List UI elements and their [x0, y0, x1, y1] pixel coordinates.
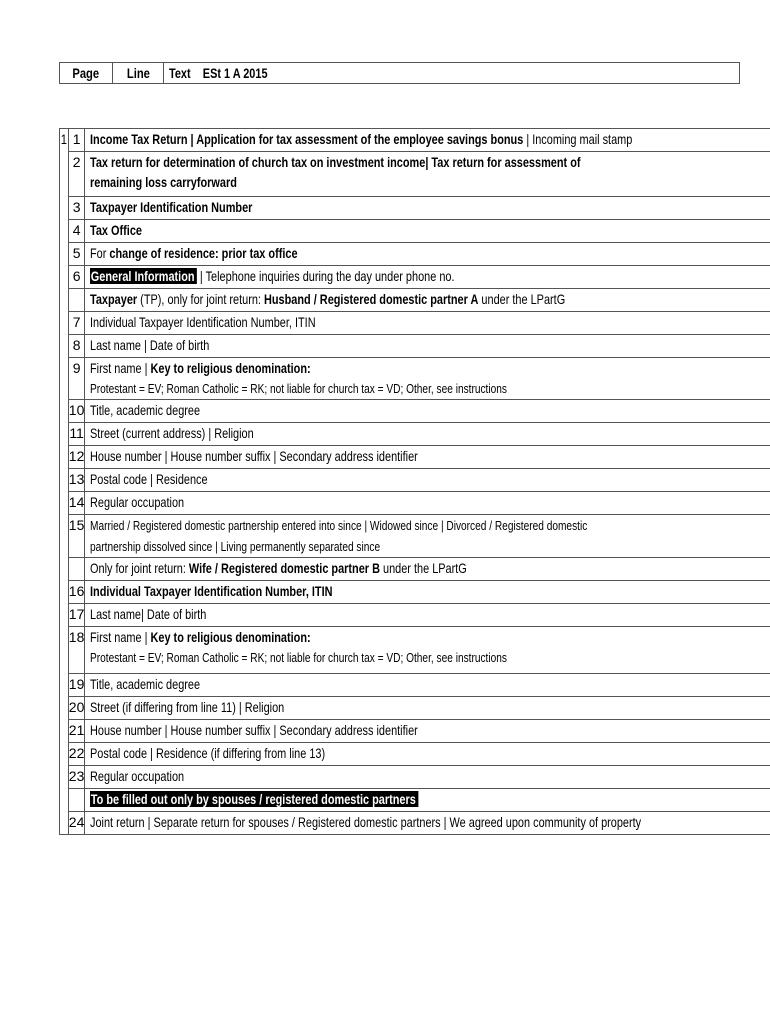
line-number: 4: [68, 220, 85, 243]
table-row: [60, 423, 770, 446]
line-number: [68, 558, 85, 581]
table-row: [60, 446, 770, 469]
table-row: [60, 312, 770, 335]
line-text: Regular occupation: [85, 766, 770, 789]
line-number: 20: [68, 697, 85, 720]
table-row: [60, 743, 770, 766]
table-row: [60, 697, 770, 720]
table-row: [60, 358, 770, 400]
line-text: First name | Key to religious denomination: Protestant = EV; Roman Catholic = RK; not liable for church tax = VD; Other, see instructions: [85, 627, 770, 674]
line-number: 19: [68, 674, 85, 697]
line-text: General Information | Telephone inquiries during the day under phone no.: [85, 266, 770, 289]
table-row: [60, 515, 770, 558]
line-text: First name | Key to religious denomination: Protestant = EV; Roman Catholic = RK; not liable for church tax = VD; Other, see instructions: [85, 358, 770, 400]
table-row: [60, 400, 770, 423]
form-lines-table: [59, 128, 770, 835]
table-row: [60, 581, 770, 604]
line-text: Individual Taxpayer Identification Number, ITIN: [85, 581, 770, 604]
line-number: 13: [68, 469, 85, 492]
line-number: 17: [68, 604, 85, 627]
table-row: [60, 220, 770, 243]
line-number: [68, 289, 85, 312]
table-row: [60, 289, 770, 312]
header-line: Line: [113, 63, 164, 84]
table-row: [60, 604, 770, 627]
header-page: Page: [60, 63, 113, 84]
line-number: 22: [68, 743, 85, 766]
line-text: Individual Taxpayer Identification Number, ITIN: [85, 312, 770, 335]
line-number: 18: [68, 627, 85, 674]
line-text: House number | House number suffix | Secondary address identifier: [85, 446, 770, 469]
section-heading-highlight: General Information: [90, 268, 197, 284]
table-row: [60, 197, 770, 220]
line-text: Title, academic degree: [85, 400, 770, 423]
line-number: 21: [68, 720, 85, 743]
line-number: 14: [68, 492, 85, 515]
line-number: 6: [68, 266, 85, 289]
table-row: [60, 152, 770, 197]
table-row: [60, 469, 770, 492]
table-row: [60, 789, 770, 812]
table-row: [60, 674, 770, 697]
table-row: [60, 266, 770, 289]
line-number: 12: [68, 446, 85, 469]
table-row: [60, 812, 770, 835]
line-number: 3: [68, 197, 85, 220]
line-text: Taxpayer Identification Number: [85, 197, 770, 220]
line-number: 9: [68, 358, 85, 400]
line-number: 16: [68, 581, 85, 604]
line-number: 5: [68, 243, 85, 266]
line-number: 23: [68, 766, 85, 789]
line-text: Postal code | Residence (if differing from line 13): [85, 743, 770, 766]
table-row: [60, 627, 770, 674]
table-row: [60, 129, 770, 152]
line-number: 10: [68, 400, 85, 423]
table-row: [60, 335, 770, 358]
line-text: Regular occupation: [85, 492, 770, 515]
line-text: For change of residence: prior tax office: [85, 243, 770, 266]
table-row: [60, 720, 770, 743]
line-number: 7: [68, 312, 85, 335]
line-text: Street (current address) | Religion: [85, 423, 770, 446]
line-text: Tax Office: [85, 220, 770, 243]
table-row: [60, 558, 770, 581]
line-number: 11: [68, 423, 85, 446]
header-text: Text ESt 1 A 2015: [164, 63, 740, 84]
line-text: Only for joint return: Wife / Registered domestic partner B under the LPartG: [85, 558, 770, 581]
header-row: [60, 63, 740, 84]
table-row: [60, 766, 770, 789]
line-number: 24: [68, 812, 85, 835]
section-heading-highlight: To be filled out only by spouses / registered domestic partners: [90, 791, 418, 807]
line-text: Title, academic degree: [85, 674, 770, 697]
line-text: Joint return | Separate return for spouses / Registered domestic partners | We agreed upon community of property: [85, 812, 770, 835]
line-text: House number | House number suffix | Secondary address identifier: [85, 720, 770, 743]
line-text: Tax return for determination of church tax on investment income| Tax return for assessment of remaining loss carryforward: [85, 152, 770, 197]
line-number: 15: [68, 515, 85, 558]
table-row: [60, 243, 770, 266]
line-text: Married / Registered domestic partnership entered into since | Widowed since | Divorced / Registered domestic partnership dissolved since | Living permanently separated since: [85, 515, 770, 558]
line-number: 8: [68, 335, 85, 358]
line-text: Taxpayer (TP), only for joint return: Husband / Registered domestic partner A under the LPartG: [85, 289, 770, 312]
line-text: Last name| Date of birth: [85, 604, 770, 627]
table-row: [60, 492, 770, 515]
line-number: 1: [68, 129, 85, 152]
page-number: 1: [60, 129, 69, 835]
line-number: [68, 789, 85, 812]
line-text: Postal code | Residence: [85, 469, 770, 492]
line-text: Last name | Date of birth: [85, 335, 770, 358]
line-text: [85, 789, 770, 812]
line-text: Street (if differing from line 11) | Religion: [85, 697, 770, 720]
line-text: Income Tax Return | Application for tax assessment of the employee savings bonus | Incoming mail stamp: [85, 129, 770, 152]
line-number: 2: [68, 152, 85, 197]
header-table: [59, 62, 740, 84]
